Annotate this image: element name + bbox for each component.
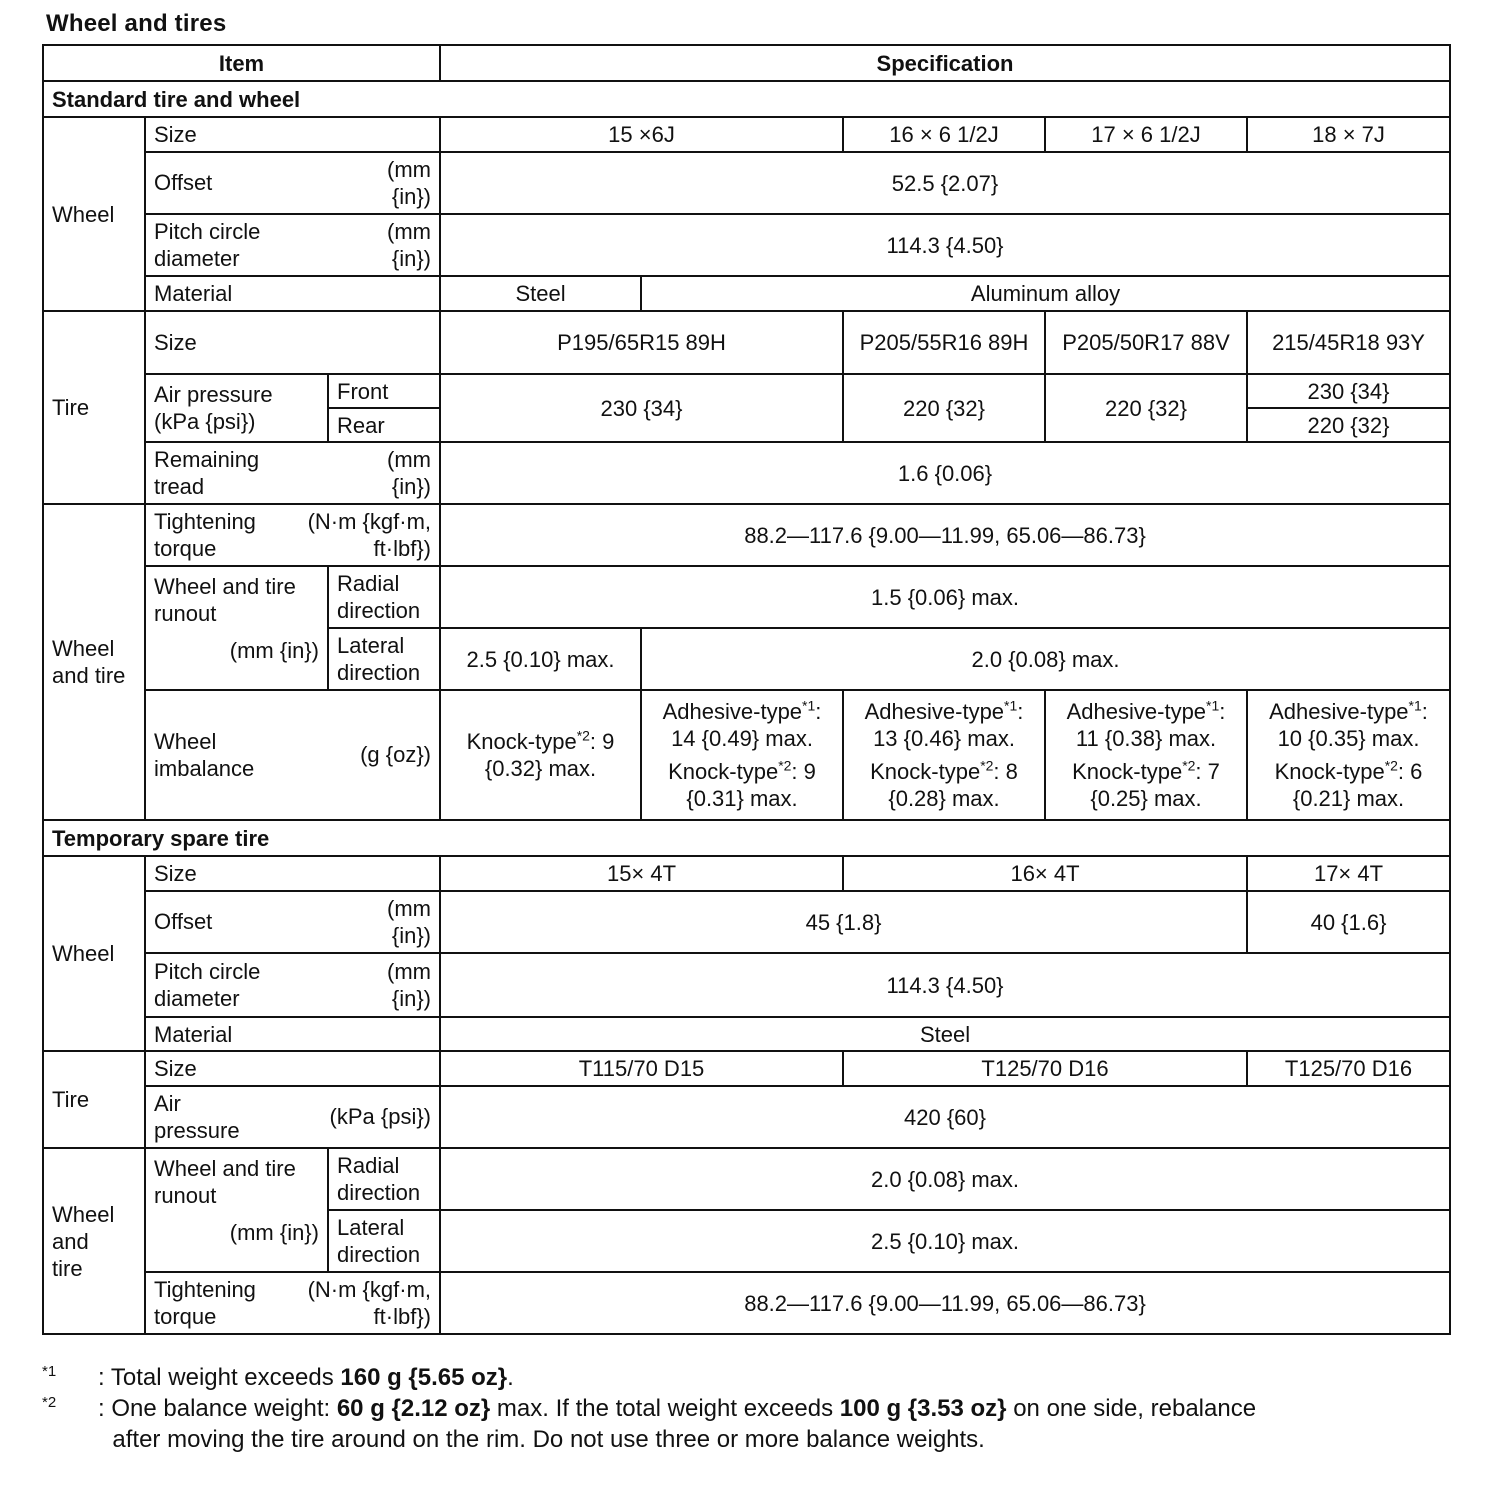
section-standard: Standard tire and wheel <box>43 81 1450 117</box>
spare-row-label-size: Size <box>145 856 440 891</box>
footnote-2-bold2: 100 g {3.53 oz} <box>839 1395 1007 1422</box>
tire-size-17: P205/50R17 88V <box>1045 311 1247 374</box>
air-16: 220 {32} <box>843 374 1045 442</box>
row-label-air-pressure <box>145 374 328 442</box>
spare-offset-17: 40 {1.6} <box>1247 891 1450 953</box>
footnote-2-bold1: 60 g {2.12 oz} <box>336 1395 491 1422</box>
adhesive-val: 10 {0.35} max. <box>1277 726 1420 751</box>
row-label-size: Size <box>145 117 440 152</box>
material-alloy: Aluminum alloy <box>641 276 1450 311</box>
row-label-tread <box>145 442 440 504</box>
offset-value: 52.5 {2.07} <box>440 152 1450 214</box>
spare-group-c: tire <box>52 1255 83 1281</box>
pcd-unit: (mm <box>387 219 432 244</box>
label-lateral <box>328 628 440 690</box>
spare-runout-label-b: runout <box>154 1183 217 1208</box>
spare-offset-label: Offset <box>154 909 213 934</box>
adhesive-label: Adhesive-type <box>1066 699 1207 724</box>
spare-air-label-b: pressure <box>154 1118 240 1143</box>
spare-runout-label: Wheel and tire <box>154 1156 296 1181</box>
row-label-tire-size: Size <box>145 311 440 374</box>
row-label-pcd <box>145 214 440 276</box>
spare-offset-unit: (mm <box>387 896 432 921</box>
spare-torque-value: 88.2—117.6 {9.00—11.99, 65.06—86.73} <box>440 1272 1450 1334</box>
radial-value: 1.5 {0.06} max. <box>440 566 1450 628</box>
spare-group-tire: Tire <box>43 1051 145 1148</box>
adhesive-val: 11 {0.38} max. <box>1075 726 1217 751</box>
spare-group-b: and <box>52 1228 89 1254</box>
air-unit: (kPa {psi}) <box>154 409 256 434</box>
label-front: Front <box>328 374 440 408</box>
spare-pcd-label: Pitch circle <box>154 959 261 984</box>
colon: : <box>1421 699 1428 724</box>
runout-unit: (mm {in}) <box>229 638 319 663</box>
spare-tire-size-16: T125/70 D16 <box>843 1051 1247 1086</box>
lateral-a: Lateral <box>337 633 405 658</box>
air-15: 230 {34} <box>440 374 843 442</box>
tread-label: Remaining <box>154 447 260 472</box>
colon: : <box>1219 699 1226 724</box>
wheel-size-16: 16 × 6 1/2J <box>843 117 1045 152</box>
imbalance-17 <box>1045 690 1247 820</box>
colon: : <box>1017 699 1024 724</box>
knock-val: {0.28} max. <box>888 786 1000 811</box>
imbalance-16a <box>641 690 843 820</box>
footnote-1-post: . <box>507 1364 514 1391</box>
material-steel: Steel <box>440 276 641 311</box>
offset-unit: (mm <box>387 157 432 182</box>
spare-row-label-air <box>145 1086 440 1148</box>
footnote-2-pre: : One balance weight: <box>98 1395 337 1422</box>
torque-label: Tightening <box>154 509 256 534</box>
spare-wheel-size-15: 15× 4T <box>440 856 843 891</box>
air-label: Air pressure <box>154 382 273 407</box>
footnote-1-mark: *1 <box>42 1363 57 1380</box>
air-17: 220 {32} <box>1045 374 1247 442</box>
adhesive-label: Adhesive-type <box>662 699 803 724</box>
knock-num: : 8 <box>993 759 1018 784</box>
sup-1: *1 <box>1408 697 1422 714</box>
footnotes <box>42 1362 1462 1455</box>
lateral-15: 2.5 {0.10} max. <box>440 628 641 690</box>
tire-size-18: 215/45R18 93Y <box>1247 311 1450 374</box>
spare-offset-unit-b: {in}) <box>391 923 432 948</box>
group-wheel: Wheel <box>43 117 145 311</box>
pcd-value: 114.3 {4.50} <box>440 214 1450 276</box>
knock-val: {0.21} max. <box>1292 786 1405 811</box>
footnote-2-line2: after moving the tire around on the rim. Do not use three or more balance weights. <box>112 1426 985 1453</box>
imbalance-18 <box>1247 690 1450 820</box>
spare-pcd-value: 114.3 {4.50} <box>440 953 1450 1017</box>
air-18-rear: 220 {32} <box>1247 408 1450 442</box>
tread-unit-b: {in}) <box>391 474 432 499</box>
adhesive-val: 13 {0.46} max. <box>873 726 1015 751</box>
knock-num: : 6 <box>1397 759 1423 784</box>
footnote-2 <box>42 1393 1462 1455</box>
lateral-other: 2.0 {0.08} max. <box>641 628 1450 690</box>
spare-pcd-unit: (mm <box>387 959 432 984</box>
group-tire: Tire <box>43 311 145 504</box>
sup-1: *1 <box>802 697 816 714</box>
torque-unit: (N·m {kgf·m, <box>307 509 432 534</box>
spare-row-label-material: Material <box>145 1017 440 1051</box>
imbalance-unit: (g {oz}) <box>360 742 432 767</box>
spare-air-value: 420 {60} <box>440 1086 1450 1148</box>
spare-label-lateral <box>328 1210 440 1272</box>
sup-2: *2 <box>1182 757 1196 774</box>
torque-value: 88.2—117.6 {9.00—11.99, 65.06—86.73} <box>440 504 1450 566</box>
tread-label-b: tread <box>154 474 205 499</box>
footnote-2-mark: *2 <box>42 1394 57 1411</box>
wheel-size-17: 17 × 6 1/2J <box>1045 117 1247 152</box>
spare-group-a: Wheel <box>52 1201 115 1227</box>
wheel-size-15: 15 ×6J <box>440 117 843 152</box>
knock-label: Knock-type <box>870 759 981 784</box>
spare-radial-value: 2.0 {0.08} max. <box>440 1148 1450 1210</box>
header-row <box>43 45 1450 81</box>
spare-torque-label: Tightening <box>154 1277 256 1302</box>
spare-pcd-unit-b: {in}) <box>391 986 432 1011</box>
runout-label-b: runout <box>154 601 217 626</box>
tread-unit: (mm <box>387 447 432 472</box>
knock-val: {0.32} max. <box>484 756 597 781</box>
group-wheel-and-tire-a: Wheel <box>52 636 115 661</box>
row-label-torque <box>145 504 440 566</box>
spare-material-value: Steel <box>440 1017 1450 1051</box>
adhesive-label: Adhesive-type <box>1269 699 1409 724</box>
knock-num: : 9 <box>791 759 816 784</box>
spare-air-label: Air <box>154 1091 181 1116</box>
page-title: Wheel and tires <box>46 10 227 37</box>
spare-lateral-a: Lateral <box>337 1215 405 1240</box>
spare-wheel-size-17: 17× 4T <box>1247 856 1450 891</box>
group-wheel-and-tire-b: and tire <box>52 663 126 688</box>
torque-label-b: torque <box>154 536 217 561</box>
section-spare: Temporary spare tire <box>43 820 1450 856</box>
spare-row-label-tire-size: Size <box>145 1051 440 1086</box>
footnote-1 <box>42 1362 1462 1393</box>
spare-torque-unit: (N·m {kgf·m, <box>307 1277 432 1302</box>
sup-2: *2 <box>980 757 994 774</box>
tread-value: 1.6 {0.06} <box>440 442 1450 504</box>
label-radial <box>328 566 440 628</box>
sup-1: *1 <box>1004 697 1018 714</box>
spare-lateral-b: direction <box>337 1242 421 1267</box>
spare-label-radial <box>328 1148 440 1210</box>
footnote-2-post: on one side, rebalance <box>1006 1395 1257 1422</box>
sup-2: *2 <box>576 727 590 744</box>
knock-num: : 9 <box>589 729 615 754</box>
radial-b: direction <box>337 598 421 623</box>
imbalance-15 <box>440 690 641 820</box>
footnote-1-bold: 160 g {5.65 oz} <box>340 1364 508 1391</box>
spare-tire-size-15: T115/70 D15 <box>440 1051 843 1086</box>
row-label-imbalance <box>145 690 440 820</box>
spare-wheel-size-16: 16× 4T <box>843 856 1247 891</box>
torque-unit-b: ft·lbf}) <box>373 536 432 561</box>
header-item: Item <box>43 45 440 81</box>
colon: : <box>815 699 822 724</box>
imbalance-16b <box>843 690 1045 820</box>
spare-torque-unit-b: ft·lbf}) <box>373 1304 432 1329</box>
spare-group-wheel-and-tire <box>43 1148 145 1334</box>
runout-label: Wheel and tire <box>154 574 296 599</box>
spare-torque-label-b: torque <box>154 1304 217 1329</box>
spare-runout-unit: (mm {in}) <box>229 1220 319 1245</box>
spare-pcd-label-b: diameter <box>154 986 240 1011</box>
sup-2: *2 <box>1384 757 1398 774</box>
lateral-b: direction <box>337 660 421 685</box>
tire-size-15: P195/65R15 89H <box>440 311 843 374</box>
spare-row-label-runout <box>145 1148 328 1272</box>
adhesive-val: 14 {0.49} max. <box>671 726 813 751</box>
spare-radial-b: direction <box>337 1180 421 1205</box>
knock-label: Knock-type <box>1072 759 1183 784</box>
pcd-label: Pitch circle <box>154 219 261 244</box>
spare-row-label-offset <box>145 891 440 953</box>
pcd-label-b: diameter <box>154 246 240 271</box>
knock-label: Knock-type <box>668 759 779 784</box>
sup-2: *2 <box>778 757 792 774</box>
imbalance-label: Wheel <box>154 729 217 754</box>
imbalance-label-b: imbalance <box>154 756 255 781</box>
knock-val: {0.25} max. <box>1090 786 1202 811</box>
spare-group-wheel: Wheel <box>43 856 145 1051</box>
row-label-runout <box>145 566 328 690</box>
spare-radial-a: Radial <box>337 1153 400 1178</box>
radial-a: Radial <box>337 571 400 596</box>
footnote-2-mid: max. If the total weight exceeds <box>490 1395 840 1422</box>
offset-label: Offset <box>154 170 213 195</box>
knock-val: {0.31} max. <box>686 786 798 811</box>
spare-row-label-torque <box>145 1272 440 1334</box>
row-label-offset <box>145 152 440 214</box>
spare-row-label-pcd <box>145 953 440 1017</box>
sup-1: *1 <box>1206 697 1220 714</box>
knock-label: Knock-type <box>466 729 577 754</box>
air-18-front: 230 {34} <box>1247 374 1450 408</box>
spare-tire-size-17: T125/70 D16 <box>1247 1051 1450 1086</box>
tire-size-16: P205/55R16 89H <box>843 311 1045 374</box>
pcd-unit-b: {in}) <box>391 246 432 271</box>
knock-label: Knock-type <box>1274 759 1385 784</box>
footnote-1-pre: : Total weight exceeds <box>98 1364 341 1391</box>
spare-air-unit: (kPa {psi}) <box>329 1104 432 1129</box>
offset-unit-b: {in}) <box>391 184 432 209</box>
knock-num: : 7 <box>1195 759 1220 784</box>
header-specification: Specification <box>440 45 1450 81</box>
row-label-material: Material <box>145 276 440 311</box>
group-wheel-and-tire <box>43 504 145 820</box>
wheel-size-18: 18 × 7J <box>1247 117 1450 152</box>
spare-lateral-value: 2.5 {0.10} max. <box>440 1210 1450 1272</box>
adhesive-label: Adhesive-type <box>864 699 1005 724</box>
spec-table <box>42 44 1451 1335</box>
spare-offset-value: 45 {1.8} <box>440 891 1247 953</box>
label-rear: Rear <box>328 408 440 442</box>
